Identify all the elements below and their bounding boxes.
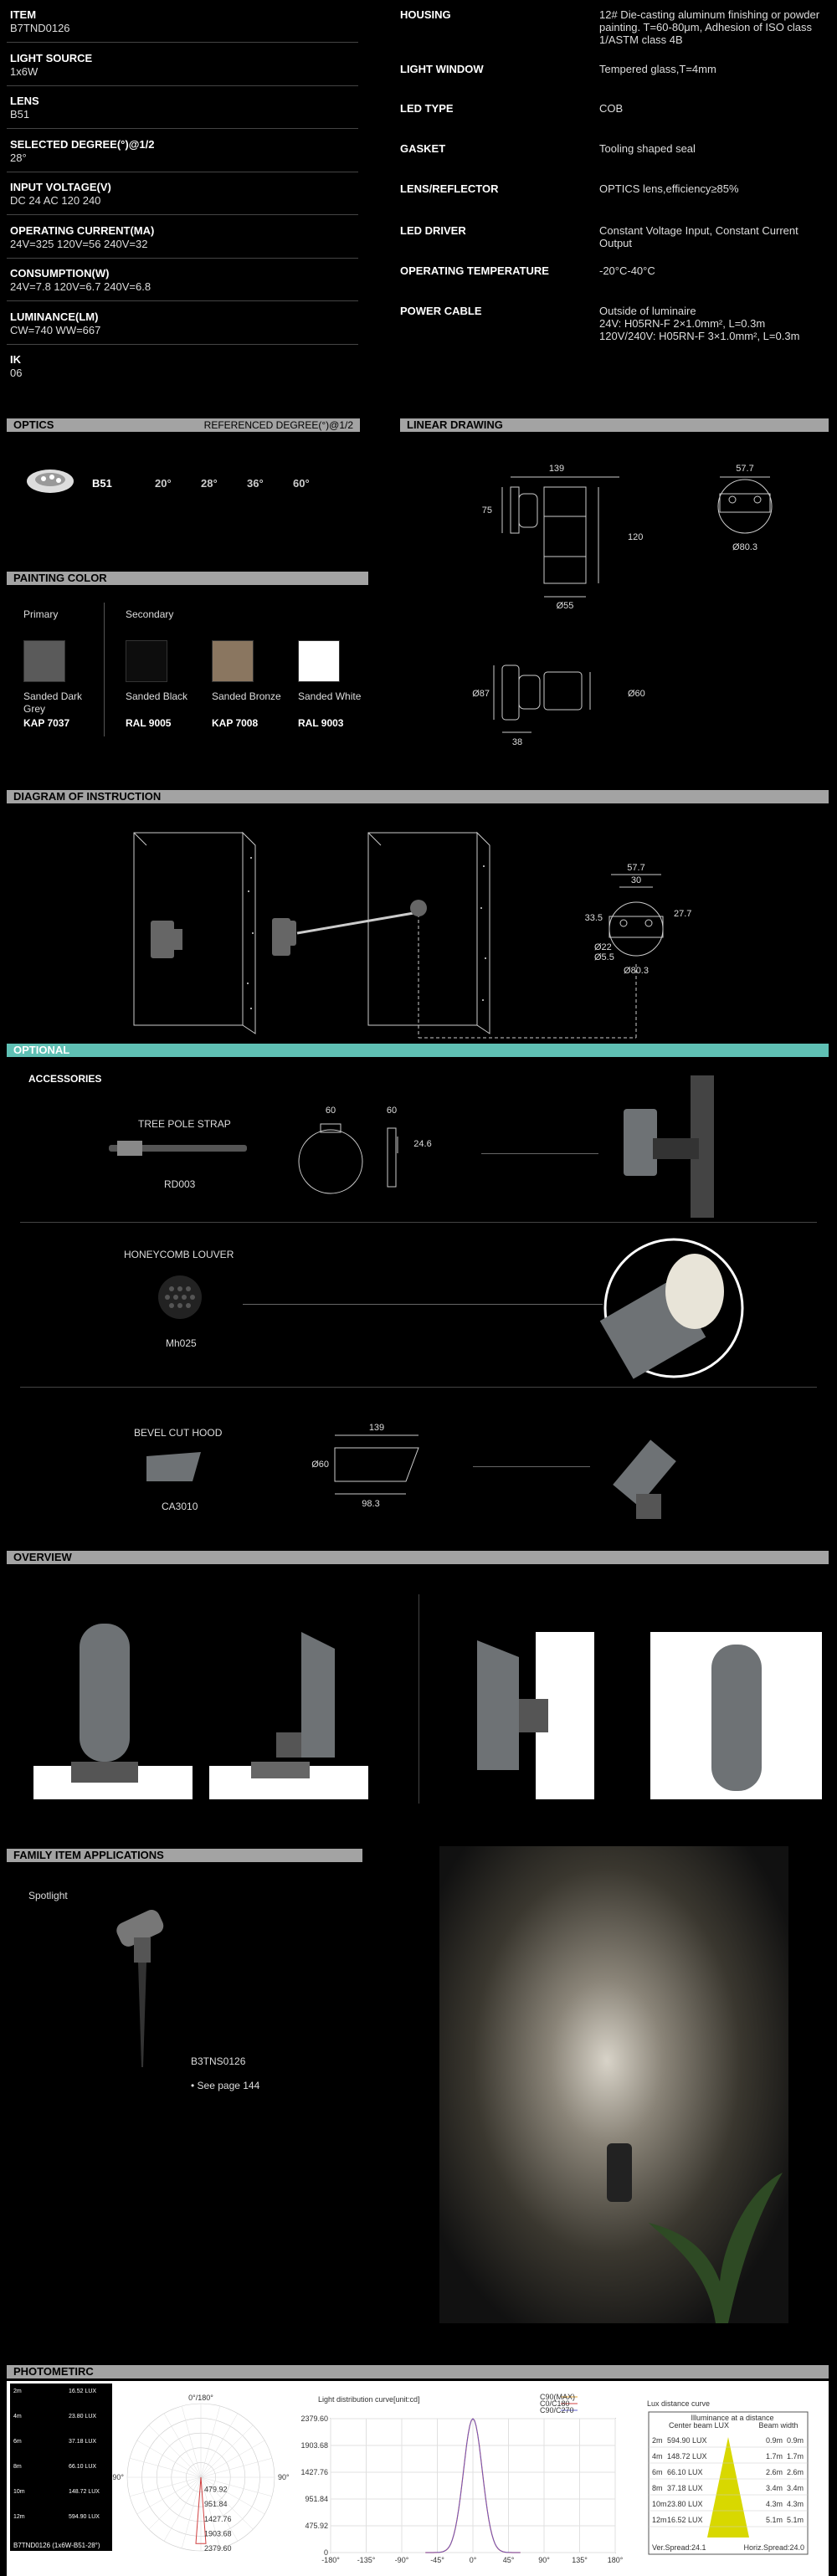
spec-left-divider xyxy=(7,258,358,259)
lux-row-w2: 2.6m xyxy=(787,2468,804,2476)
lux-col2: Beam width xyxy=(758,2421,798,2430)
polar-spoke xyxy=(201,2425,253,2477)
lux-row-w1: 4.3m xyxy=(766,2500,783,2508)
spec-right-value: Tooling shaped seal xyxy=(599,142,696,155)
side-lux: 37.18 LUX xyxy=(69,2439,97,2445)
legend-label: C0/C180 xyxy=(540,2399,570,2408)
inst-dim-22: Ø22 xyxy=(594,942,612,952)
polar-spoke xyxy=(130,2458,201,2477)
strap-dim-2: 60 xyxy=(386,1106,398,1116)
curve-ytick: 951.84 xyxy=(305,2495,328,2503)
curve-xtick: -90° xyxy=(394,2556,409,2564)
degree-option: 36° xyxy=(247,477,264,490)
color-code: RAL 9003 xyxy=(298,717,344,729)
instruction-diagram xyxy=(126,824,812,1050)
hood-leader xyxy=(473,1466,590,1467)
dim-38: 38 xyxy=(511,737,523,747)
spec-left-value: B7TND0126 xyxy=(10,22,70,34)
curve-ytick: 1903.68 xyxy=(300,2441,328,2450)
side-distance: 2m xyxy=(13,2389,22,2394)
spec-left-value: 1x6W xyxy=(10,64,39,78)
polar-value: 1427.76 xyxy=(204,2514,232,2523)
spec-left-label: CONSUMPTION(W) xyxy=(10,267,110,280)
strap-leader xyxy=(481,1153,598,1154)
inst-dim-30: 30 xyxy=(630,875,642,885)
polar-spoke xyxy=(182,2406,201,2477)
color-name: Sanded Dark Grey xyxy=(23,690,83,715)
degree-option: 60° xyxy=(293,477,310,490)
inst-dim-27-7: 27.7 xyxy=(674,909,692,919)
acc-divider-1 xyxy=(20,1222,817,1223)
strap-drawing xyxy=(297,1103,465,1212)
acc-hood-code: CA3010 xyxy=(162,1501,198,1512)
lux-side-panel xyxy=(10,2384,112,2541)
application-fixture xyxy=(598,2135,649,2214)
inst-dim-33-5: 33.5 xyxy=(584,913,603,923)
lux-row-distance: 4m xyxy=(652,2452,663,2461)
family-header: FAMILY ITEM APPLICATIONS xyxy=(7,1849,362,1862)
side-distance: 12m xyxy=(13,2514,25,2520)
side-lux: 16.52 LUX xyxy=(69,2389,97,2394)
lux-side-caption: B7TND0126 (1x6W-B51-28°) xyxy=(10,2541,112,2551)
color-name: Sanded White xyxy=(298,690,362,702)
family-label: Spotlight xyxy=(28,1890,68,1901)
spec-left-value: 24V=325 120V=56 240V=32 xyxy=(10,237,148,250)
spec-left-divider xyxy=(7,42,358,43)
spec-left-label: LUMINANCE(LM) xyxy=(10,310,99,323)
curve-xtick: -135° xyxy=(357,2556,376,2564)
spec-left-divider xyxy=(7,300,358,301)
polar-value: 951.84 xyxy=(204,2500,228,2509)
side-distance: 10m xyxy=(13,2489,25,2495)
lux-row-w2: 5.1m xyxy=(787,2516,804,2524)
hood-dim-3: 98.3 xyxy=(362,1499,380,1509)
curve-xtick: 90° xyxy=(538,2556,550,2564)
color-swatch xyxy=(126,640,167,682)
polar-spoke xyxy=(137,2477,201,2514)
acc-louver-name: HONEYCOMB LOUVER xyxy=(124,1249,234,1260)
acc-hood-name: BEVEL CUT HOOD xyxy=(134,1427,223,1439)
dim-60: Ø60 xyxy=(628,689,645,699)
curve-ytick: 2379.60 xyxy=(300,2414,328,2423)
color-swatch xyxy=(23,640,65,682)
lux-row-w2: 1.7m xyxy=(787,2452,804,2461)
hood-drawing xyxy=(297,1419,465,1511)
side-lux: 594.90 LUX xyxy=(69,2514,100,2520)
strap-photo xyxy=(607,1075,724,1218)
spec-right-value: 12# Die-casting aluminum finishing or powder painting. T=60-80μm, Adhesion of ISO class 1/ASTM class 4B xyxy=(599,8,820,46)
lux-row-lux: 37.18 LUX xyxy=(667,2484,703,2492)
lux-row-w2: 3.4m xyxy=(787,2484,804,2492)
spec-left-label: IK xyxy=(10,353,21,366)
painting-color-header: PAINTING COLOR xyxy=(7,572,368,585)
color-name: Sanded Bronze xyxy=(212,690,281,702)
dim-139: 139 xyxy=(548,464,565,474)
lux-row-distance: 10m xyxy=(652,2500,667,2508)
color-code: RAL 9005 xyxy=(126,717,172,729)
dim-80-3: Ø80.3 xyxy=(732,542,757,552)
lux-row-distance: 2m xyxy=(652,2436,663,2445)
lux-row-lux: 594.90 LUX xyxy=(667,2436,707,2445)
color-code: KAP 7008 xyxy=(212,717,259,729)
curve-ytick: 475.92 xyxy=(305,2522,328,2530)
polar-spoke xyxy=(201,2440,264,2477)
side-lux: 148.72 LUX xyxy=(69,2489,100,2495)
spec-right-value: -20°C-40°C xyxy=(599,264,655,277)
side-distance: 8m xyxy=(13,2464,22,2470)
lux-row-lux: 148.72 LUX xyxy=(667,2452,707,2461)
spec-left-divider xyxy=(7,128,358,129)
louver-photo xyxy=(603,1237,745,1379)
hood-icon xyxy=(142,1448,209,1490)
dim-120: 120 xyxy=(628,532,644,542)
hor-spread: Horiz.Spread:24.0 xyxy=(743,2543,804,2552)
inst-dim-5-5: Ø5.5 xyxy=(594,952,614,962)
strap-dim-3: 24.6 xyxy=(413,1139,432,1149)
spec-left-label: INPUT VOLTAGE(V) xyxy=(10,181,111,193)
spec-left-divider xyxy=(7,85,358,86)
lux-header: Illuminance at a distance xyxy=(691,2414,774,2422)
lux-row-lux: 66.10 LUX xyxy=(667,2468,703,2476)
spec-right-value: COB xyxy=(599,102,624,115)
spec-left-divider xyxy=(7,344,358,345)
polar-spoke xyxy=(149,2477,201,2529)
strap-icon xyxy=(109,1138,251,1163)
photometric-header: PHOTOMETIRC xyxy=(7,2365,829,2378)
side-distance: 6m xyxy=(13,2439,22,2445)
polar-spoke xyxy=(164,2477,201,2541)
spec-right-label: HOUSING xyxy=(400,8,451,21)
lux-beam-cone xyxy=(707,2437,749,2538)
primary-label: Primary xyxy=(23,608,59,620)
spec-left-value: CW=740 WW=667 xyxy=(10,323,101,336)
lux-distance-table xyxy=(649,2412,812,2558)
optional-header: OPTIONAL xyxy=(7,1044,829,1057)
side-lux: 23.80 LUX xyxy=(69,2414,97,2419)
overview-photos xyxy=(17,1624,837,1804)
lux-distance-title: Lux distance curve xyxy=(647,2399,711,2408)
hood-dim-2: Ø60 xyxy=(311,1460,329,1470)
honeycomb-icon xyxy=(155,1272,205,1322)
color-name: Sanded Black xyxy=(126,690,188,702)
spec-left-value: DC 24 AC 120 240 xyxy=(10,194,101,207)
linear-drawing-header: LINEAR DRAWING xyxy=(400,418,829,432)
inst-dim-80-3: Ø80.3 xyxy=(624,966,649,976)
overview-header: OVERVIEW xyxy=(7,1551,829,1564)
polar-spoke xyxy=(201,2458,272,2477)
spec-right-value: Outside of luminaire 24V: H05RN-F 2×1.0mm², L=0.3m 120V/240V: H05RN-F 3×1.0mm², L=0.3m xyxy=(599,305,800,342)
spec-right-value: Constant Voltage Input, Constant Current Output xyxy=(599,224,798,249)
acc-strap-code: RD003 xyxy=(164,1178,196,1190)
polar-label-top: 0°/180° xyxy=(188,2394,213,2402)
spec-right-label: LENS/REFLECTOR xyxy=(400,182,499,195)
acc-louver-code: Mh025 xyxy=(166,1337,197,1349)
instruction-header: DIAGRAM OF INSTRUCTION xyxy=(7,790,829,803)
dim-55: Ø55 xyxy=(556,601,574,611)
curve-title: Light distribution curve[unit:cd] xyxy=(318,2395,420,2404)
spec-left-value: 24V=7.8 120V=6.7 240V=6.8 xyxy=(10,280,151,293)
spec-left-value: 28° xyxy=(10,151,27,164)
spec-left-label: LIGHT SOURCE xyxy=(10,51,93,64)
color-swatch xyxy=(212,640,254,682)
polar-label-left: 90° xyxy=(112,2473,124,2481)
lux-col1: Center beam LUX xyxy=(668,2421,730,2430)
lux-row-w1: 0.9m xyxy=(766,2436,783,2445)
dim-87: Ø87 xyxy=(472,689,490,699)
spec-right-label: GASKET xyxy=(400,142,446,155)
lux-row-distance: 6m xyxy=(652,2468,663,2476)
louver-leader xyxy=(243,1304,603,1305)
spec-right-label: LED TYPE xyxy=(400,102,454,115)
polar-value: 2379.60 xyxy=(204,2544,232,2553)
application-photo xyxy=(439,1846,788,2323)
spec-right-value: OPTICS lens,efficiency≥85% xyxy=(599,182,739,195)
polar-spoke xyxy=(201,2414,238,2477)
lux-row-lux: 16.52 LUX xyxy=(667,2516,703,2524)
lux-row-w1: 1.7m xyxy=(766,2452,783,2461)
polar-spoke xyxy=(149,2425,201,2477)
spec-right-label: OPERATING TEMPERATURE xyxy=(400,264,549,277)
lux-row-w2: 4.3m xyxy=(787,2500,804,2508)
side-lux: 66.10 LUX xyxy=(69,2464,97,2470)
color-divider xyxy=(104,603,105,736)
hood-dim-1: 139 xyxy=(368,1423,385,1433)
spec-left-label: ITEM xyxy=(10,8,37,21)
family-code: B3TNS0126 xyxy=(191,2055,246,2067)
polar-label-right: 90° xyxy=(278,2473,290,2481)
acc-divider-2 xyxy=(20,1387,817,1388)
curve-xtick: 45° xyxy=(502,2556,515,2564)
family-page-link[interactable]: • See page 144 xyxy=(191,2080,260,2091)
polar-spoke xyxy=(201,2406,220,2477)
legend-label: C90(MAX) xyxy=(540,2393,576,2401)
lux-row-w1: 5.1m xyxy=(766,2516,783,2524)
light-distribution-chart xyxy=(293,2394,628,2569)
plant-silhouette xyxy=(649,2139,783,2323)
polar-value: 479.92 xyxy=(204,2485,228,2494)
lux-row-w2: 0.9m xyxy=(787,2436,804,2445)
curve-ytick: 0 xyxy=(323,2548,328,2557)
spec-left-value: B51 xyxy=(10,108,30,121)
spec-left-label: OPERATING CURRENT(MA) xyxy=(10,223,155,237)
curve-xtick: -180° xyxy=(321,2556,340,2564)
spec-left-divider xyxy=(7,214,358,215)
spec-right-label: LED DRIVER xyxy=(400,224,466,237)
dim-75: 75 xyxy=(481,505,492,516)
lux-row-distance: 12m xyxy=(652,2516,667,2524)
color-code: KAP 7037 xyxy=(23,717,70,729)
polar-spoke xyxy=(201,2477,264,2514)
spec-left-value: 06 xyxy=(10,367,23,379)
lens-icon xyxy=(25,464,75,498)
degree-option: 28° xyxy=(201,477,218,490)
polar-spoke xyxy=(130,2477,201,2496)
spec-right-value: Tempered glass,T=4mm xyxy=(599,63,716,75)
linear-drawing xyxy=(472,456,829,766)
inst-dim-57-7: 57.7 xyxy=(627,863,645,873)
hood-photo xyxy=(594,1410,711,1527)
accessories-label: ACCESSORIES xyxy=(28,1073,102,1085)
spec-right-label: POWER CABLE xyxy=(400,305,482,317)
polar-spoke xyxy=(137,2440,201,2477)
spec-left-label: SELECTED DEGREE(°)@1/2 xyxy=(10,137,155,151)
lux-row-w1: 2.6m xyxy=(766,2468,783,2476)
curve-xtick: 180° xyxy=(607,2556,624,2564)
polar-spoke xyxy=(164,2414,201,2477)
lux-row-lux: 23.80 LUX xyxy=(667,2500,703,2508)
dim-57-7: 57.7 xyxy=(736,464,754,474)
spotlight-photo xyxy=(100,1908,184,2076)
lux-row-w1: 3.4m xyxy=(766,2484,783,2492)
legend-label: C90/C270 xyxy=(540,2406,574,2414)
side-distance: 4m xyxy=(13,2414,22,2419)
spec-left-label: LENS xyxy=(10,95,39,107)
optics-title: OPTICS xyxy=(13,418,54,431)
degree-option: 20° xyxy=(155,477,172,490)
curve-xtick: -45° xyxy=(430,2556,444,2564)
curve-ytick: 1427.76 xyxy=(300,2468,328,2476)
polar-diagram xyxy=(112,2394,290,2561)
lux-row-distance: 8m xyxy=(652,2484,663,2492)
ver-spread: Ver.Spread:24.1 xyxy=(652,2543,706,2552)
curve-xtick: 0° xyxy=(469,2556,477,2564)
polar-value: 1903.68 xyxy=(204,2529,232,2538)
curve-xtick: 135° xyxy=(572,2556,588,2564)
secondary-label: Secondary xyxy=(126,608,174,620)
optics-header xyxy=(7,418,360,432)
strap-dim-1: 60 xyxy=(325,1106,336,1116)
acc-strap-name: TREE POLE STRAP xyxy=(138,1118,231,1130)
optics-subtitle: REFERENCED DEGREE(°)@1/2 xyxy=(203,419,353,431)
spec-right-label: LIGHT WINDOW xyxy=(400,63,484,75)
lens-code: B51 xyxy=(92,477,112,490)
color-swatch xyxy=(298,640,340,682)
